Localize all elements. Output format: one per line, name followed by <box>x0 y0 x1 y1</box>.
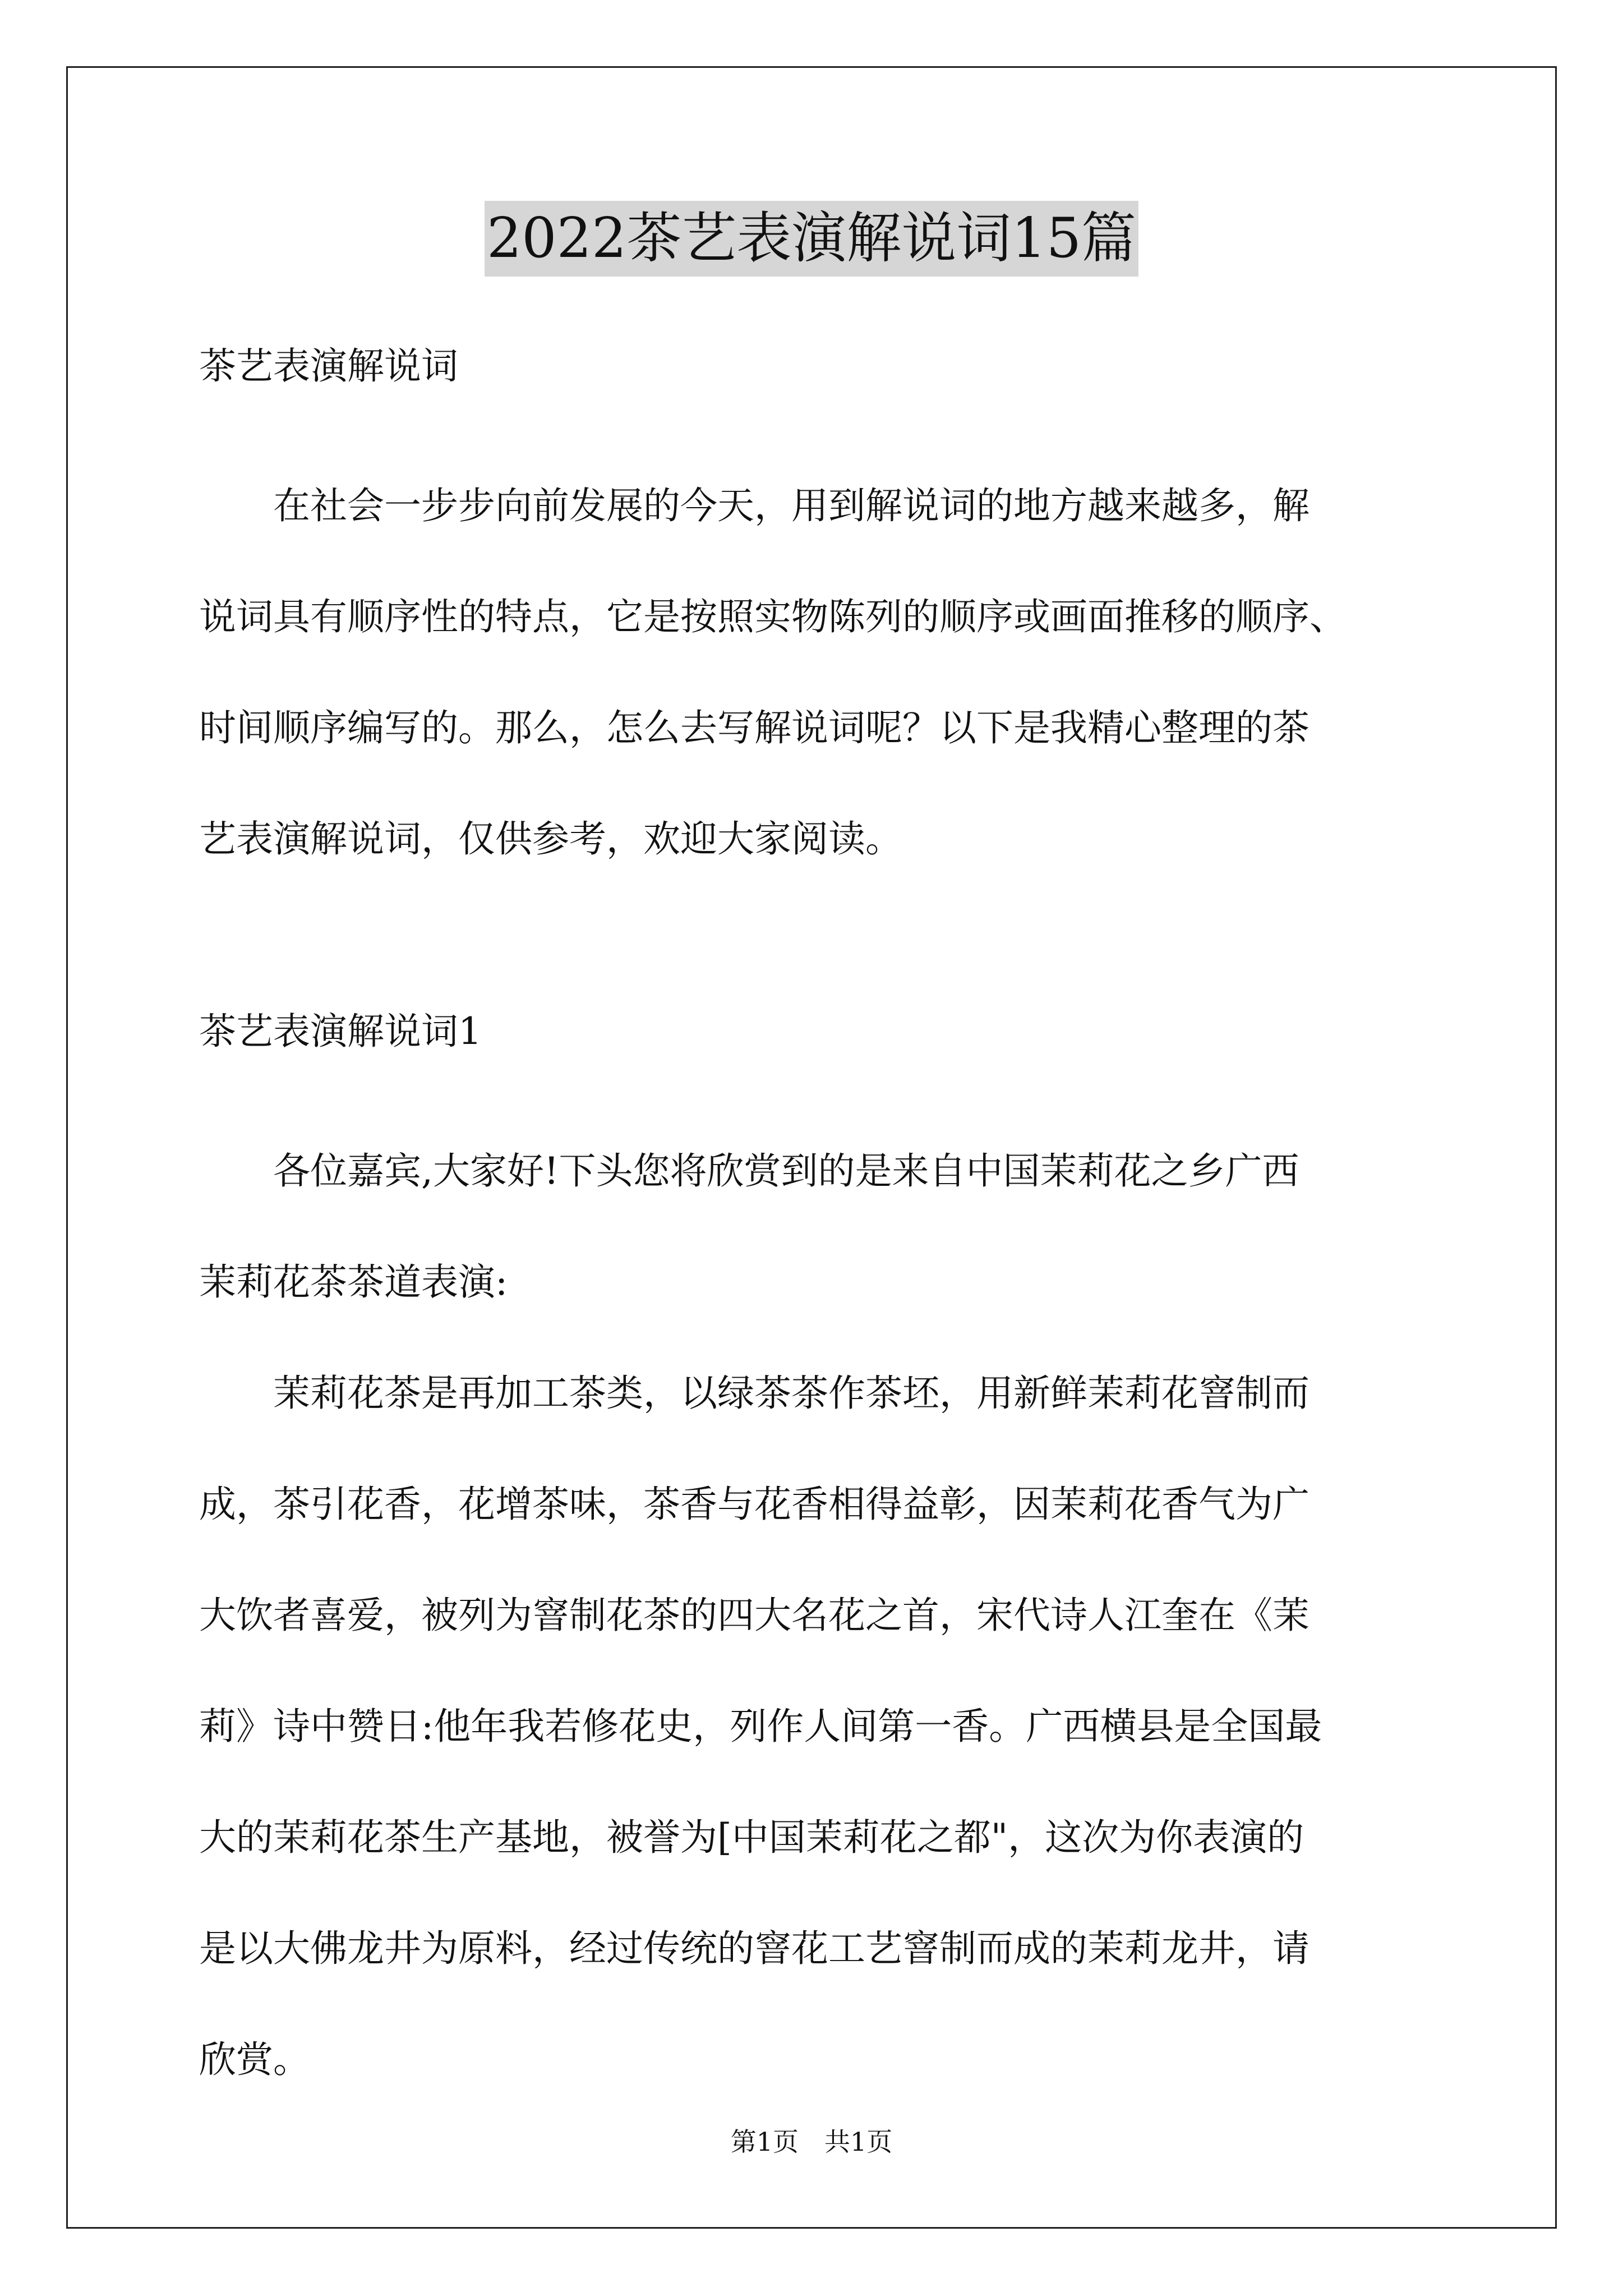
text-line: 欣赏。 <box>199 2038 310 2081</box>
text-line: 大饮者喜爱，被列为窨制花茶的四大名花之首，宋代诗人江奎在《茉 <box>199 1594 1310 1637</box>
intro-paragraph <box>199 450 1450 895</box>
section-paragraph-2 <box>199 1338 1450 2115</box>
text-line: 莉》诗中赞日:他年我若修花史，列作人间第一香。广西横县是全国最 <box>199 1705 1322 1748</box>
title-container <box>0 201 1623 277</box>
text-line: 艺表演解说词，仅供参考，欢迎大家阅读。 <box>199 817 902 861</box>
text-line: 在社会一步步向前发展的今天，用到解说词的地方越来越多，解 <box>199 484 1310 527</box>
page-number: 第1页 共1页 <box>730 2127 893 2157</box>
text-line: 茉莉花茶是再加工茶类，以绿茶茶作茶坯，用新鲜茉莉花窨制而 <box>199 1372 1310 1415</box>
text-line: 是以大佛龙井为原料，经过传统的窨花工艺窨制而成的茉莉龙井，请 <box>199 1927 1310 1970</box>
text-line: 茉莉花茶茶道表演: <box>199 1260 508 1304</box>
text-line: 成，茶引花香，花增茶味，茶香与花香相得益彰，因茉莉花香气为广 <box>199 1483 1310 1526</box>
section-paragraph-1 <box>199 1116 1450 1338</box>
text-line: 各位嘉宾,大家好!下头您将欣赏到的是来自中国茉莉花之乡广西 <box>199 1149 1299 1193</box>
section-heading: 茶艺表演解说词1 <box>199 1010 482 1053</box>
document-body <box>199 338 1450 2115</box>
text-line: 说词具有顺序性的特点，它是按照实物陈列的顺序或画面推移的顺序、 <box>199 595 1347 638</box>
intro-heading: 茶艺表演解说词 <box>199 344 458 388</box>
document-title: 2022茶艺表演解说词15篇 <box>485 201 1138 277</box>
text-line: 大的茉莉花茶生产基地，被誉为[中国茉莉花之都"，这次为你表演的 <box>199 1816 1304 1859</box>
text-line: 时间顺序编写的。那么，怎么去写解说词呢？以下是我精心整理的茶 <box>199 706 1310 749</box>
